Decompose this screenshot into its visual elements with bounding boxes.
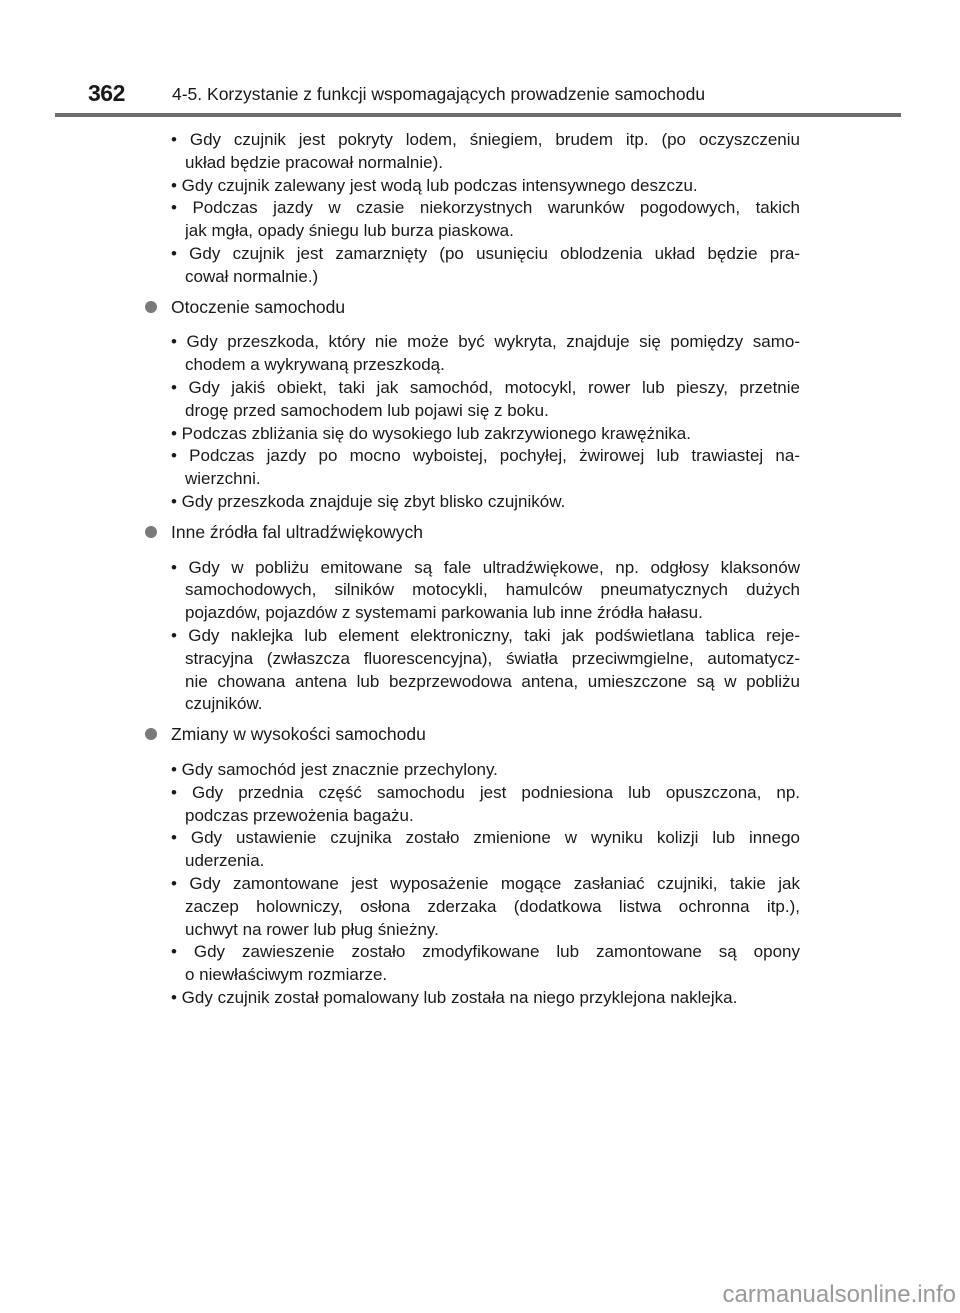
text-line: pojazdów, pojazdów z systemami parkowania lub inne źródła hałasu.: [185, 603, 703, 623]
list-item: [0, 175, 960, 198]
text-line: • Gdy czujnik zalewany jest wodą lub podczas intensywnego deszczu.: [171, 175, 698, 195]
list-item: [0, 197, 960, 243]
text-line: • Gdy w pobliżu emitowane są fale ultradźwiękowe, np. odgłosy klaksonów: [171, 557, 800, 577]
text-line: • Gdy przednia część samochodu jest podniesiona lub opuszczona, np.: [171, 782, 800, 802]
heading-text: Inne źródła fal ultradźwiękowych: [171, 521, 423, 542]
text-line: • Gdy przeszkoda, który nie może być wykryta, znajduje się pomiędzy samo-: [171, 332, 800, 352]
list-item: [0, 557, 960, 625]
list-item: [0, 987, 960, 1010]
list-item: [0, 759, 960, 782]
section: [0, 723, 960, 1010]
page-number: 362: [88, 80, 125, 106]
bullet-circle-icon: [145, 301, 157, 313]
list-item: [0, 445, 960, 491]
list-item: [0, 423, 960, 446]
list-item: [0, 941, 960, 987]
text-line: uderzenia.: [185, 851, 265, 871]
section: [0, 129, 960, 289]
text-line: nie chowana antena lub bezprzewodowa antena, umieszczone są w pobliżu: [185, 671, 800, 691]
list-item: [0, 625, 960, 716]
heading-text: Zmiany w wysokości samochodu: [171, 724, 426, 745]
list-item: [0, 377, 960, 423]
text-line: • Gdy przeszkoda znajduje się zbyt blisko czujników.: [171, 491, 566, 511]
list-item: [0, 243, 960, 289]
text-line: stracyjna (zwłaszcza fluorescencyjna), światła przeciwmgielne, automatycz-: [185, 648, 800, 668]
list-item: [0, 782, 960, 828]
section-heading: [171, 296, 960, 319]
text-line: układ będzie pracował normalnie).: [185, 152, 443, 172]
text-line: • Gdy czujnik jest zamarznięty (po usunięciu oblodzenia układ będzie pra-: [171, 243, 800, 263]
text-line: samochodowych, silników motocykli, hamulców pneumatycznych dużych: [185, 580, 800, 600]
heading-text: Otoczenie samochodu: [171, 296, 346, 317]
list-item: [0, 491, 960, 514]
text-line: • Gdy jakiś obiekt, taki jak samochód, motocykl, rower lub pieszy, przetnie: [171, 377, 800, 397]
watermark: carmanualsonline.info: [722, 1281, 956, 1308]
text-line: chodem a wykrywaną przeszkodą.: [185, 355, 445, 375]
text-line: • Gdy czujnik jest pokryty lodem, śniegiem, brudem itp. (po oczyszczeniu: [171, 130, 800, 149]
page-content: [0, 129, 960, 1010]
list-item: [0, 827, 960, 873]
text-line: uchwyt na rower lub pług śnieżny.: [185, 919, 439, 939]
bullet-circle-icon: [145, 526, 157, 538]
text-line: • Gdy zawieszenie zostało zmodyfikowane lub zamontowane są opony: [171, 942, 800, 962]
text-line: wierzchni.: [185, 469, 261, 489]
text-line: podczas przewożenia bagażu.: [185, 805, 414, 825]
list-item: [0, 873, 960, 941]
section-heading: [171, 521, 960, 544]
section-title: 4-5. Korzystanie z funkcji wspomagających prowadzenie samochodu: [172, 84, 706, 104]
section-heading: [171, 723, 960, 746]
list-item: [0, 129, 960, 175]
text-line: • Podczas zbliżania się do wysokiego lub zakrzywionego krawężnika.: [171, 423, 691, 443]
section: [0, 521, 960, 716]
bullet-circle-icon: [145, 728, 157, 740]
section: [0, 296, 960, 514]
text-line: • Gdy zamontowane jest wyposażenie mogące zasłaniać czujniki, takie jak: [171, 873, 800, 893]
text-line: • Podczas jazdy po mocno wyboistej, pochyłej, żwirowej lub trawiastej na-: [171, 446, 800, 466]
text-line: zaczep holowniczy, osłona zderzaka (dodatkowa listwa ochronna itp.),: [185, 896, 800, 916]
text-line: • Podczas jazdy w czasie niekorzystnych warunków pogodowych, takich: [171, 198, 800, 218]
list-item: [0, 331, 960, 377]
text-line: • Gdy czujnik został pomalowany lub została na niego przyklejona naklejka.: [171, 987, 738, 1007]
text-line: • Gdy ustawienie czujnika zostało zmienione w wyniku kolizji lub innego: [171, 828, 800, 848]
text-line: drogę przed samochodem lub pojawi się z boku.: [185, 400, 549, 420]
text-line: cował normalnie.): [185, 266, 319, 286]
text-line: jak mgła, opady śniegu lub burza piaskowa.: [185, 221, 514, 241]
text-line: o niewłaściwym rozmiarze.: [185, 965, 388, 985]
text-line: czujników.: [185, 694, 263, 714]
header-divider: [55, 113, 901, 117]
text-line: • Gdy naklejka lub element elektroniczny, taki jak podświetlana tablica reje-: [171, 625, 800, 645]
text-line: • Gdy samochód jest znacznie przechylony.: [171, 759, 498, 779]
